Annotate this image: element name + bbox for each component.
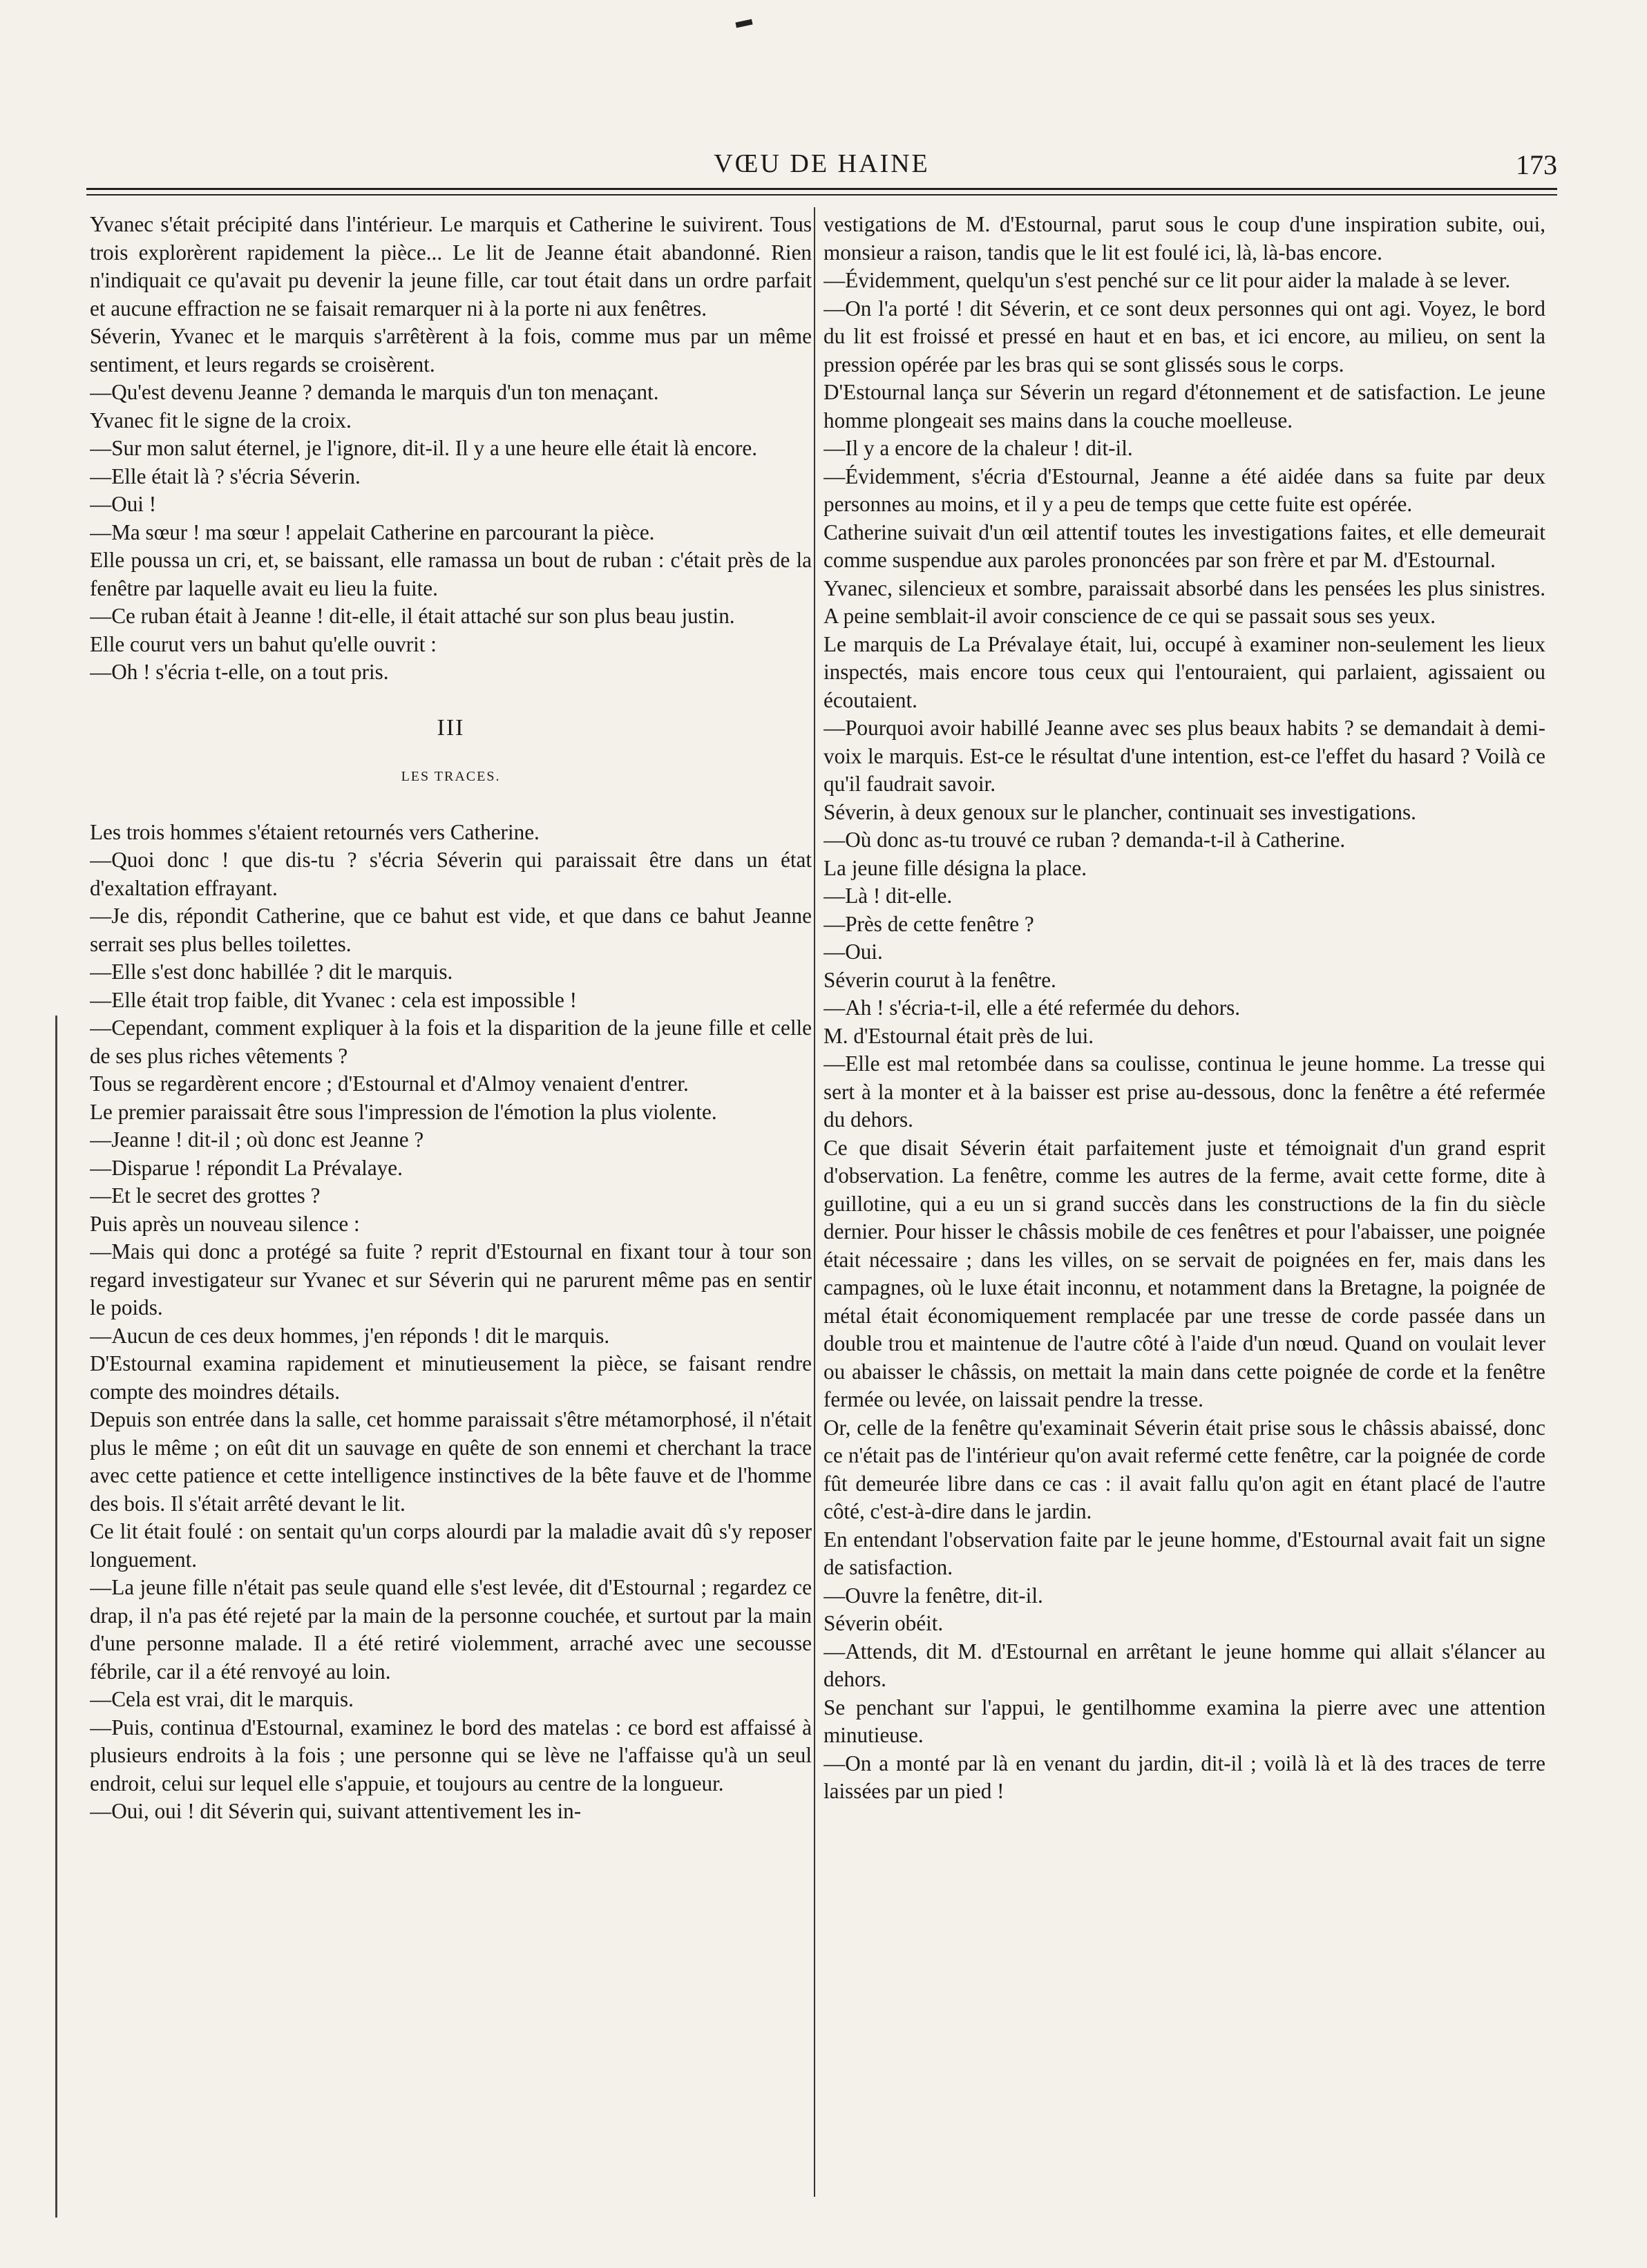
paragraph: —La jeune fille n'était pas seule quand elle s'est levée, dit d'Estournal ; regardez ce drap, il n'a pas été rejeté par la main de la personne couchée, et surtout par la main d'une personne malade. Il a été retiré violemment, arraché avec une secousse fébrile, car il a été renvoyé au loin. (90, 1575, 812, 1684)
paragraph: —Elle était là ? s'écria Séverin. (90, 464, 361, 488)
ink-mark (735, 19, 752, 28)
paragraph: —Là ! dit-elle. (824, 884, 953, 908)
paragraph: —Elle est mal retombée dans sa coulisse, continua le jeune homme. La tresse qui sert à la monter et à la baisser est prise au-dessous, donc la fenêtre a été refermée du dehors. (824, 1051, 1545, 1132)
paragraph: M. d'Estournal était près de lui. (824, 1023, 1094, 1048)
paragraph: Elle poussa un cri, et, se baissant, elle ramassa un bout de ruban : c'était près de la fenêtre par laquelle avait eu lieu la fuite. (90, 548, 812, 600)
paragraph: —Oui ! (90, 492, 157, 516)
paragraph: —Jeanne ! dit-il ; où donc est Jeanne ? (90, 1127, 424, 1152)
paragraph: —On l'a porté ! dit Séverin, et ce sont deux personnes qui ont agi. Voyez, le bord du lit est froissé et pressé en haut et en bas, et ici encore, au milieu, on sent la pression opérée par les bras qui se sont glissés sous le corps. (824, 296, 1545, 377)
page-header (86, 149, 1557, 183)
paragraph: Séverin courut à la fenêtre. (824, 967, 1056, 992)
paragraph: Séverin, à deux genoux sur le plancher, continuait ses investigations. (824, 799, 1416, 824)
paragraph: Séverin, Yvanec et le marquis s'arrêtèrent à la fois, comme mus par un même sentiment, et leurs regards se croisèrent. (90, 324, 812, 377)
paragraph: —Puis, continua d'Estournal, examinez le bord des matelas : ce bord est affaissé à plusieurs endroits à la fois ; une personne qui se lève ne l'affaisse qu'à un seul endroit, celui sur lequel elle s'appuie, et toujours au centre de la longueur. (90, 1715, 812, 1795)
paragraph: Séverin obéit. (824, 1611, 944, 1635)
paragraph: Puis après un nouveau silence : (90, 1211, 360, 1236)
paragraph: Ce lit était foulé : on sentait qu'un corps alourdi par la maladie avait dû s'y reposer longuement. (90, 1519, 812, 1572)
paragraph: Yvanec, silencieux et sombre, paraissait absorbé dans les pensées les plus sinistres. A peine semblait-il avoir conscience de ce qui se passait sous ses yeux. (824, 575, 1545, 628)
paragraph: Le premier paraissait être sous l'impression de l'émotion la plus violente. (90, 1099, 717, 1124)
right-column-text (824, 211, 1545, 1806)
paragraph: —Mais qui donc a protégé sa fuite ? reprit d'Estournal en fixant tour à tour son regard investigateur sur Yvanec et sur Séverin qui ne parurent même pas en sentir le poids. (90, 1239, 812, 1319)
paragraph: —Oui, oui ! dit Séverin qui, suivant attentivement les in- (90, 1799, 582, 1823)
paragraph: Se penchant sur l'appui, le gentilhomme examina la pierre avec une attention minutieuse. (824, 1695, 1545, 1747)
paragraph: Le marquis de La Prévalaye était, lui, occupé à examiner non-seulement les lieux inspectés, mais encore tous ceux qui l'entouraient, qui parlaient, agissaient ou écoutaient. (824, 631, 1545, 712)
paragraph: Catherine suivait d'un œil attentif toutes les investigations faites, et elle demeurait comme suspendue aux paroles prononcées par son frère et par M. d'Estournal. (824, 520, 1545, 572)
paragraph: Yvanec fit le signe de la croix. (90, 408, 352, 432)
paragraph: —Il y a encore de la chaleur ! dit-il. (824, 436, 1133, 460)
paragraph: —Je dis, répondit Catherine, que ce bahut est vide, et que dans ce bahut Jeanne serrait ses plus belles toilettes. (90, 904, 812, 956)
paragraph: —Ma sœur ! ma sœur ! appelait Catherine en parcourant la pièce. (90, 520, 655, 544)
paragraph: —Qu'est devenu Jeanne ? demanda le marquis d'un ton menaçant. (90, 380, 659, 404)
paragraph: Elle courut vers un bahut qu'elle ouvrit : (90, 631, 437, 656)
paragraph: —Cependant, comment expliquer à la fois et la disparition de la jeune fille et celle de ses plus riches vêtements ? (90, 1016, 812, 1068)
paragraph: —Quoi donc ! que dis-tu ? s'écria Séverin qui paraissait être dans un état d'exaltation effrayant. (90, 848, 812, 900)
paragraph: —Oui. (824, 940, 883, 964)
paragraph: —Ce ruban était à Jeanne ! dit-elle, il était attaché sur son plus beau justin. (90, 604, 735, 628)
left-column (90, 211, 812, 2228)
running-title: VŒU DE HAINE (714, 149, 930, 178)
left-column-text-after (90, 819, 812, 1826)
paragraph: —On a monté par là en venant du jardin, dit-il ; voilà là et là des traces de terre laissées par un pied ! (824, 1751, 1545, 1803)
left-column-text (90, 211, 812, 687)
paragraph: D'Estournal examina rapidement et minutieusement la pièce, se faisant rendre compte des moindres détails. (90, 1351, 812, 1404)
paragraph: —Évidemment, quelqu'un s'est penché sur ce lit pour aider la malade à se lever. (824, 268, 1511, 292)
page-number: 173 (1516, 149, 1557, 180)
paragraph: Depuis son entrée dans la salle, cet homme paraissait s'être métamorphosé, il n'était plus le même ; on eût dit un sauvage en quête de son ennemi et cherchant la trace avec cette patience et cette intelligence instinctives de la bête fauve et de l'homme des bois. Il s'était arrêté devant le lit. (90, 1407, 812, 1516)
margin-line (55, 1016, 57, 2218)
paragraph: —Évidemment, s'écria d'Estournal, Jeanne a été aidée dans sa fuite par deux personnes au moins, et il y a peu de temps que cette fuite est opérée. (824, 464, 1545, 516)
paragraph: Les trois hommes s'étaient retournés vers Catherine. (90, 819, 540, 844)
paragraph: —Oh ! s'écria t-elle, on a tout pris. (90, 660, 389, 684)
paragraph: La jeune fille désigna la place. (824, 855, 1087, 880)
paragraph: —Ouvre la fenêtre, dit-il. (824, 1583, 1043, 1608)
header-rule (86, 188, 1557, 190)
paragraph: D'Estournal lança sur Séverin un regard d'étonnement et de satisfaction. Le jeune homme plongeait ses mains dans la couche moelleuse. (824, 380, 1545, 432)
paragraph: —Elle s'est donc habillée ? dit le marquis. (90, 960, 453, 984)
paragraph: Tous se regardèrent encore ; d'Estournal et d'Almoy venaient d'entrer. (90, 1071, 689, 1096)
paragraph: —Où donc as-tu trouvé ce ruban ? demanda-t-il à Catherine. (824, 828, 1346, 852)
paragraph: —Aucun de ces deux hommes, j'en réponds ! dit le marquis. (90, 1323, 610, 1348)
paragraph: Or, celle de la fenêtre qu'examinait Séverin était prise sous le châssis abaissé, donc ce n'était pas de l'intérieur qu'on avait refermé cette fenêtre, car la poignée de corde fût demeurée libre dans ce cas : il avait fallu qu'on agit en étant placé de l'autre côté, c'est-à-dire dans le jardin. (824, 1415, 1545, 1523)
paragraph: Ce que disait Séverin était parfaitement juste et témoignait d'un grand esprit d'observation. La fenêtre, comme les autres de la ferme, avait cette forme, dite à guillotine, qui a eu un si grand succès dans les constructions de la fin du siècle dernier. Pour hisser le châssis mobile de ces fenêtres et pour l'abaisser, une poignée était nécessaire ; dans les villes, on se servait de poignées en fer, mais dans les campagnes, où le luxe était inconnu, et notamment dans la Bretagne, la poignée de métal était économiquement remplacée par une tresse de corde passée dans un double trou et maintenue de l'autre côté à l'aide d'un nœud. Quand on voulait lever ou abaisser le châssis, on mettait la main dans cette poignée de corde et la fenêtre fermée ou levée, on laissait pendre la tresse. (824, 1135, 1545, 1411)
section-title: LES TRACES. (401, 769, 501, 784)
paragraph: —Ah ! s'écria-t-il, elle a été refermée du dehors. (824, 995, 1241, 1020)
right-column (824, 211, 1545, 2228)
paragraph: —Elle était trop faible, dit Yvanec : cela est impossible ! (90, 987, 578, 1012)
paragraph: —Cela est vrai, dit le marquis. (90, 1687, 354, 1711)
paragraph: Yvanec s'était précipité dans l'intérieur. Le marquis et Catherine le suivirent. Tous trois explorèrent rapidement la pièce... Le lit de Jeanne était abandonné. Rien n'indiquait ce qu'avait pu devenir la jeune fille, car tout était dans un ordre parfait et aucune effraction ne se faisait remarquer ni à la porte ni aux fenêtres. (90, 212, 812, 321)
paragraph: vestigations de M. d'Estournal, parut sous le coup d'une inspiration subite, oui, monsieur a raison, tandis que le lit est foulé ici, là, là-bas encore. (824, 212, 1545, 265)
header-rule-thin (86, 194, 1557, 196)
paragraph: En entendant l'observation faite par le jeune homme, d'Estournal avait fait un signe de satisfaction. (824, 1527, 1545, 1579)
paragraph: —Sur mon salut éternel, je l'ignore, dit-il. Il y a une heure elle était là encore. (90, 436, 758, 460)
paragraph: —Disparue ! répondit La Prévalaye. (90, 1155, 403, 1180)
section-number: III (437, 714, 465, 741)
paragraph: —Près de cette fenêtre ? (824, 911, 1034, 936)
column-divider (814, 207, 815, 2197)
paragraph: —Pourquoi avoir habillé Jeanne avec ses plus beaux habits ? se demandait à demi-voix le marquis. Est-ce le résultat d'une intention, est-ce l'effet du hasard ? Voilà ce qu'il faudrait savoir. (824, 716, 1545, 796)
paragraph: —Et le secret des grottes ? (90, 1183, 321, 1208)
paragraph: —Attends, dit M. d'Estournal en arrêtant le jeune homme qui allait s'élancer au dehors. (824, 1639, 1545, 1691)
